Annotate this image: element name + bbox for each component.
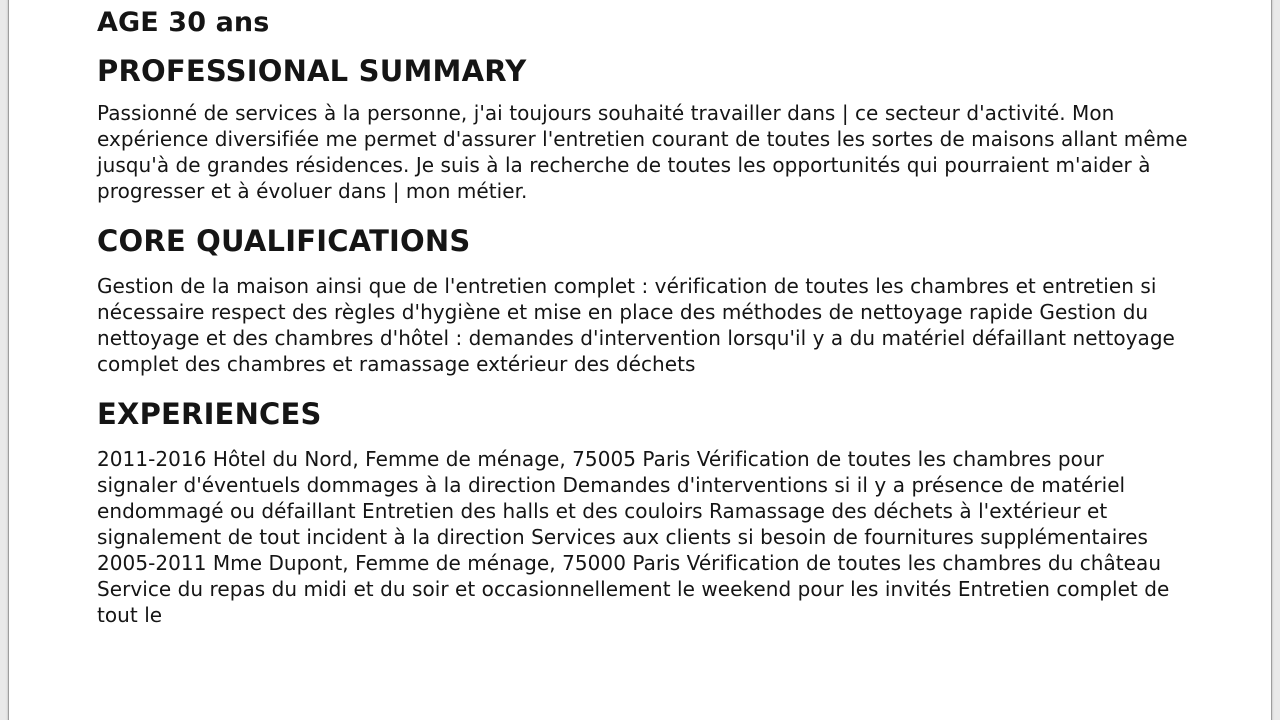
core-qualifications-section bbox=[97, 222, 1217, 377]
resume-page bbox=[8, 0, 1272, 720]
experiences-title: EXPERIENCES bbox=[97, 397, 322, 431]
resume-content bbox=[97, 6, 1217, 646]
professional-summary-title: PROFESSIONAL SUMMARY bbox=[97, 54, 527, 88]
core-qualifications-text: Gestion de la maison ainsi que de l'entretien complet : vérification de toutes les chambres et entretien si nécessaire respect des règles d'hygiène et mise en place des méthodes de nettoyage rapide Gestion du nettoyage et des chambres d'hôtel : demandes d'intervention lorsqu'il y a du matériel défaillant nettoyage complet des chambres et ramassage extérieur des déchets bbox=[97, 274, 1175, 376]
professional-summary-section bbox=[97, 52, 1217, 204]
experiences-section bbox=[97, 395, 1217, 628]
experiences-text: 2011-2016 Hôtel du Nord, Femme de ménage, 75005 Paris Vérification de toutes les chambres pour signaler d'éventuels dommages à la direction Demandes d'interventions si il y a présence de matériel endommagé ou défaillant Entretien des halls et des couloirs Ramassage des déchets à l'extérieur et signalement de tout incident à la direction Services aux clients si besoin de fournitures supplémentaires 2005-2011 Mme Dupont, Femme de ménage, 75000 Paris Vérification de toutes les chambres du château Service du repas du midi et du soir et occasionnellement le weekend pour les invités Entretien complet de tout le bbox=[97, 447, 1170, 627]
professional-summary-text: Passionné de services à la personne, j'ai toujours souhaité travailler dans | ce secteur d'activité. Mon expérience diversifiée me permet d'assurer l'entretien courant de toutes les sortes de maisons allant même jusqu'à de grandes résidences. Je suis à la recherche de toutes les opportunités qui pourraient m'aider à progresser et à évoluer dans | mon métier. bbox=[97, 101, 1188, 203]
age-heading: AGE 30 ans bbox=[97, 7, 270, 38]
core-qualifications-title: CORE QUALIFICATIONS bbox=[97, 224, 471, 258]
